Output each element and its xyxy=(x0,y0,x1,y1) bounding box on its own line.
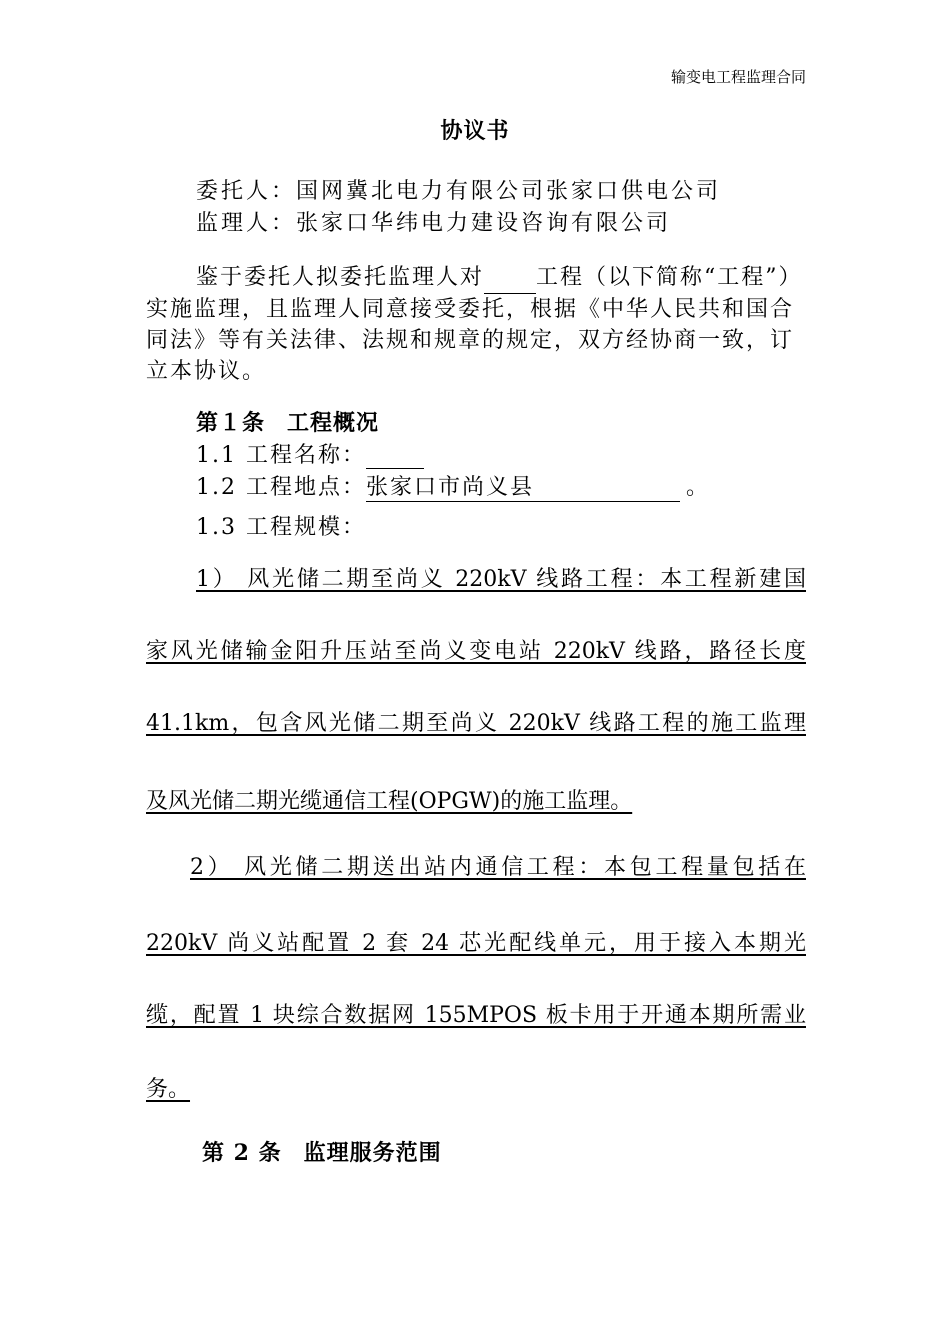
page-header: 输变电工程监理合同 xyxy=(670,68,806,86)
supervisor-party: 监理人：张家口华纬电力建设咨询有限公司 xyxy=(196,211,672,236)
article-2-title: 监理服务范围 xyxy=(303,1140,442,1166)
project-location-end: 。 xyxy=(685,475,710,500)
scope2-line-1: 2） 风光储二期送出站内通信工程：本包工程量包括在 xyxy=(190,855,806,880)
scope2-line-2: 220kV 尚义站配置 2 套 24 芯光配线单元，用于接入本期光 xyxy=(146,931,806,956)
project-name-label: 1.1 工程名称： xyxy=(196,443,366,468)
project-name-field xyxy=(366,443,424,469)
project-name-blank xyxy=(484,262,536,294)
scope2-line-4: 务。 xyxy=(146,1077,191,1102)
scope1-line-3: 41.1km，包含风光储二期至尚义 220kV 线路工程的施工监理 xyxy=(146,711,806,736)
item-1-2 xyxy=(196,470,710,502)
recital-paragraph xyxy=(146,262,806,387)
article-1-heading xyxy=(196,406,379,437)
item-1-1 xyxy=(196,438,424,469)
article-1-title: 工程概况 xyxy=(287,410,380,436)
scope1-line-1: 1） 风光储二期至尚义 220kV 线路工程：本工程新建国 xyxy=(196,567,806,592)
article-2-heading xyxy=(202,1136,442,1167)
scope2-line-3: 缆，配置 1 块综合数据网 155MPOS 板卡用于开通本期所需业 xyxy=(146,1003,806,1028)
scope1-line-2: 家风光储输金阳升压站至尚义变电站 220kV 线路，路径长度 xyxy=(146,639,806,664)
article-1-number: 第１条 xyxy=(196,410,266,436)
project-location-label: 1.2 工程地点： xyxy=(196,475,366,500)
item-1-3: 1.3 工程规模： xyxy=(196,515,366,540)
project-location-value: 张家口市尚义县 xyxy=(366,470,680,502)
recital-part2: 工程（以下简称“工程”）实施监理，且监理人同意接受委托，根据《中华人民共和国合同法》等有关法律、法规和规章的规定，双方经协商一致，订立本协议。 xyxy=(146,265,803,384)
recital-part1: 鉴于委托人拟委托监理人对 xyxy=(196,265,485,290)
article-2-number: 第 2 条 xyxy=(202,1140,282,1166)
client-party: 委托人：国网冀北电力有限公司张家口供电公司 xyxy=(196,179,722,204)
document-title: 协议书 xyxy=(440,118,510,144)
scope1-line-4: 及风光储二期光缆通信工程(OPGW)的施工监理。 xyxy=(146,789,633,814)
